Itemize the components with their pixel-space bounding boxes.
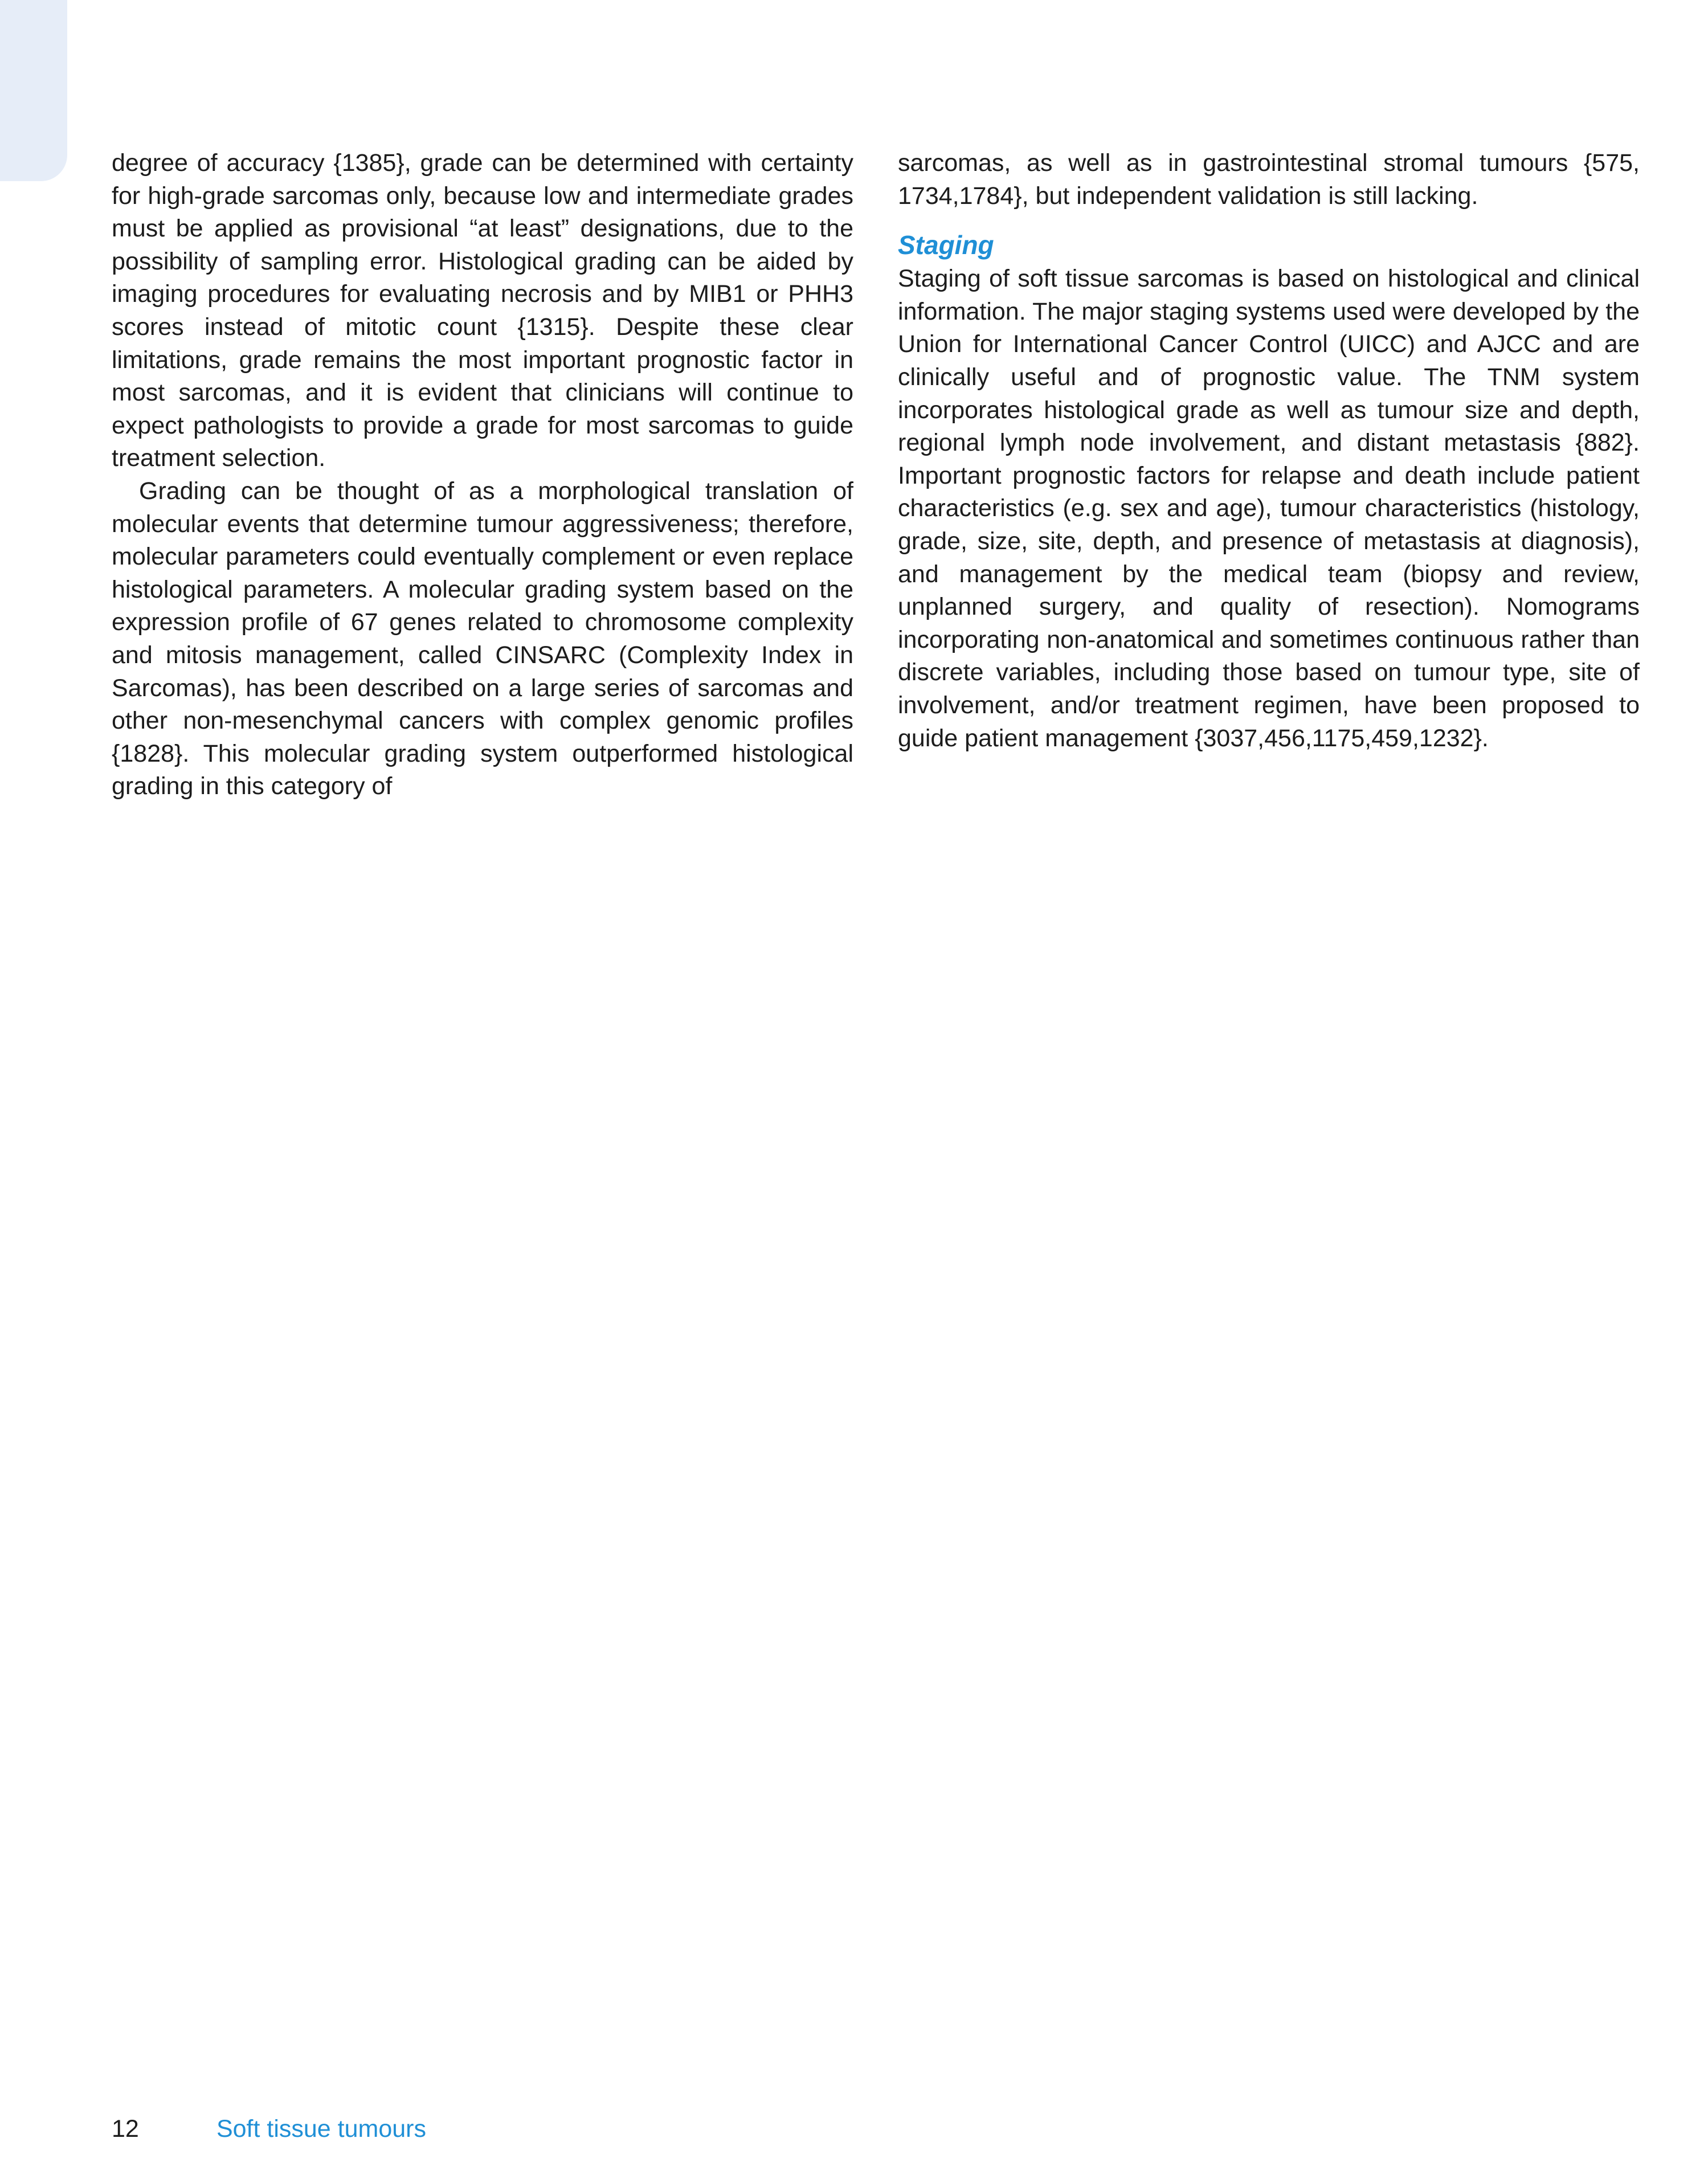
page-edge-tab bbox=[0, 0, 67, 181]
body-paragraph: Grading can be thought of as a morphological translation of molecular events that determine tumour aggressiveness; therefore, molecular parameters could eventually complement or even replace histological parameters. A molecular grading system based on the expression profile of 67 genes related to chromosome complexity and mitosis management, called CINSARC (Complexity Index in Sarcomas), has been described on a large series of sarcomas and other non-mesenchymal cancers with complex genomic profiles {1828}. This molecular grading system outperformed histological grading in this category of bbox=[112, 477, 853, 800]
left-column bbox=[112, 147, 853, 803]
body-paragraph: degree of accuracy {1385}, grade can be determined with certainty for high-grade sarcomas only, because low and intermediate grades must be applied as provisional “at least” designations, due to the possibility of sampling error. Histological grading can be aided by imaging procedures for evaluating necrosis and by MIB1 or PHH3 scores instead of mitotic count {1315}. Despite these clear limitations, grade remains the most important prognostic factor in most sarcomas, and it is evident that clinicians will continue to expect pathologists to provide a grade for most sarcomas to guide treatment selection. bbox=[112, 149, 853, 472]
body-paragraph: sarcomas, as well as in gastrointestinal stromal tumours {575, 1734,1784}, but independent validation is still lacking. bbox=[898, 149, 1640, 210]
section-heading-staging: Staging bbox=[898, 230, 994, 260]
right-column bbox=[898, 147, 1640, 755]
body-paragraph: Staging of soft tissue sarcomas is based on histological and clinical information. The major staging systems used were developed by the Union for International Cancer Control (UICC) and AJCC and are clinically useful and of prognostic value. The TNM system incorporates histological grade as well as tumour size and depth, regional lymph node involvement, and distant metastasis {882}. Important prognostic factors for relapse and death include patient characteristics (e.g. sex and age), tumour characteristics (histology, grade, size, site, depth, and presence of metastasis at diagnosis), and management by the medical team (biopsy and review, unplanned surgery, and quality of resection). Nomograms incorporating non-anatomical and sometimes continuous rather than discrete variables, including those based on tumour type, site of involvement, and/or treatment regimen, have been proposed to guide patient management {3037,456,1175,459,1232}. bbox=[898, 265, 1640, 752]
page-footer bbox=[112, 2113, 426, 2144]
running-footer-title: Soft tissue tumours bbox=[216, 2115, 426, 2143]
page-number: 12 bbox=[112, 2115, 139, 2143]
